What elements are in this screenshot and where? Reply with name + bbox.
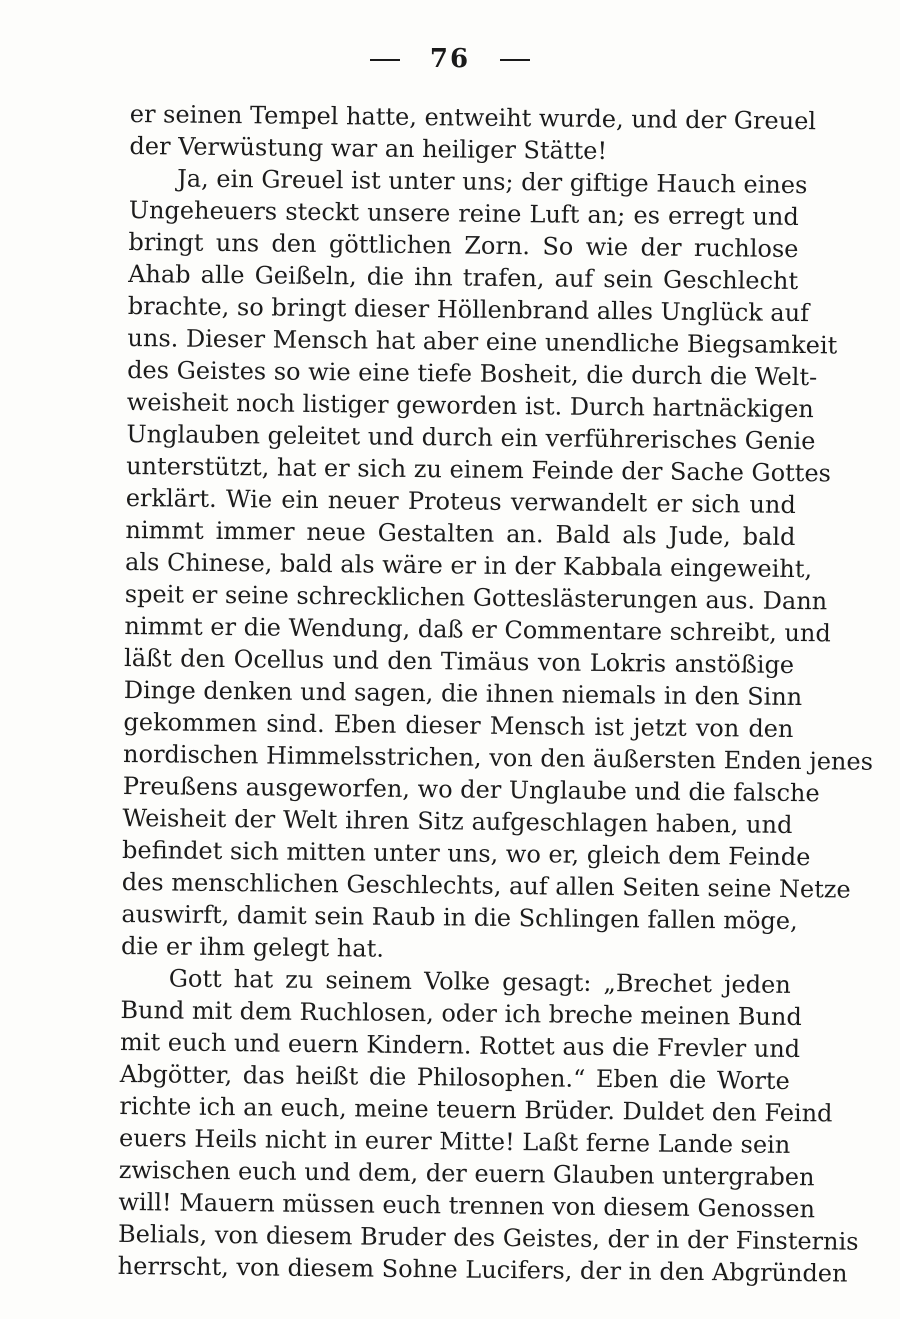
- text-line: des Geistes so wie eine tiefe Bosheit, die durch die Welt-: [127, 355, 818, 392]
- text-line: Ja, ein Greuel ist unter uns; der giftige Hauch eines: [177, 164, 808, 200]
- text-line: gekommen sind. Eben dieser Mensch ist jetzt von den: [123, 707, 794, 743]
- body-text: [117, 98, 874, 1289]
- text-line: des menschlichen Geschlechts, auf allen Seiten seine Netze: [121, 867, 851, 904]
- left-dash: [370, 59, 400, 61]
- text-line: Gott hat zu seinem Volke gesagt: „Brechet jeden: [168, 964, 791, 999]
- text-line: Belials, von diesem Bruder des Geistes, der in der Finsternis: [117, 1219, 859, 1256]
- text-line: herrscht, von diesem Sohne Lucifers, der in den Abgründen: [117, 1251, 848, 1288]
- text-line: Preußens ausgeworfen, wo der Unglaube und die falsche: [122, 771, 820, 808]
- text-line: die er ihm gelegt hat.: [120, 931, 385, 963]
- right-dash: [500, 59, 530, 61]
- text-line: brachte, so bringt dieser Höllenbrand alles Unglück auf: [127, 291, 810, 328]
- text-line: euers Heils nicht in eurer Mitte! Laßt ferne Lande sein: [118, 1123, 791, 1159]
- text-line: läßt den Ocellus und den Timäus von Lokris anstößige: [123, 643, 795, 679]
- text-line: Dinge denken und sagen, die ihnen niemals in den Sinn: [123, 675, 803, 712]
- text-line: bringt uns den göttlichen Zorn. So wie der ruchlose: [128, 227, 799, 264]
- text-line: mit euch und euern Kindern. Rottet aus die Frevler und: [119, 1027, 801, 1064]
- text-line: nordischen Himmelsstrichen, von den äußersten Enden jenes: [122, 739, 874, 776]
- page-header: [0, 44, 900, 74]
- text-line: nimmt immer neue Gestalten an. Bald als Jude, bald: [125, 515, 796, 551]
- text-line: speit er seine schrecklichen Gotteslästerungen aus. Dann: [124, 579, 828, 616]
- text-line: auswirft, damit sein Raub in die Schlingen fallen möge,: [121, 899, 798, 936]
- text-line: als Chinese, bald als wäre er in der Kabbala eingeweiht,: [124, 547, 813, 584]
- text-line: befindet sich mitten unter uns, wo er, gleich dem Feinde: [121, 835, 811, 872]
- text-line: zwischen euch und dem, der euern Glauben untergraben: [118, 1155, 815, 1192]
- text-line: Abgötter, das heißt die Philosophen.“ Eben die Worte: [119, 1059, 790, 1095]
- text-line: der Verwüstung war an heiliger Stätte!: [129, 131, 608, 165]
- text-line: unterstützt, hat er sich zu einem Feinde der Sache Gottes: [125, 451, 832, 488]
- text-line: nimmt er die Wendung, daß er Commentare schreibt, und: [124, 611, 831, 648]
- text-line: er seinen Tempel hatte, entweiht wurde, und der Greuel: [129, 99, 817, 136]
- text-line: Ahab alle Geißeln, die ihn trafen, auf sein Geschlecht: [128, 259, 799, 296]
- text-line: weisheit noch listiger geworden ist. Durch hartnäckigen: [126, 387, 814, 424]
- text-line: Unglauben geleitet und durch ein verführerisches Genie: [126, 419, 816, 456]
- text-line: uns. Dieser Mensch hat aber eine unendliche Biegsamkeit: [127, 323, 838, 360]
- text-line: erklärt. Wie ein neuer Proteus verwandelt er sich und: [125, 483, 796, 519]
- page-number: 76: [429, 44, 471, 74]
- text-line: richte ich an euch, meine teuern Brüder. Duldet den Feind: [119, 1091, 833, 1128]
- text-line: Bund mit dem Ruchlosen, oder ich breche meinen Bund: [120, 995, 802, 1032]
- text-line: will! Mauern müssen euch trennen von diesem Genossen: [118, 1187, 816, 1224]
- text-line: Weisheit der Welt ihren Sitz aufgeschlagen haben, und: [122, 803, 793, 839]
- text-line: Ungeheuers steckt unsere reine Luft an; es erregt und: [128, 195, 799, 232]
